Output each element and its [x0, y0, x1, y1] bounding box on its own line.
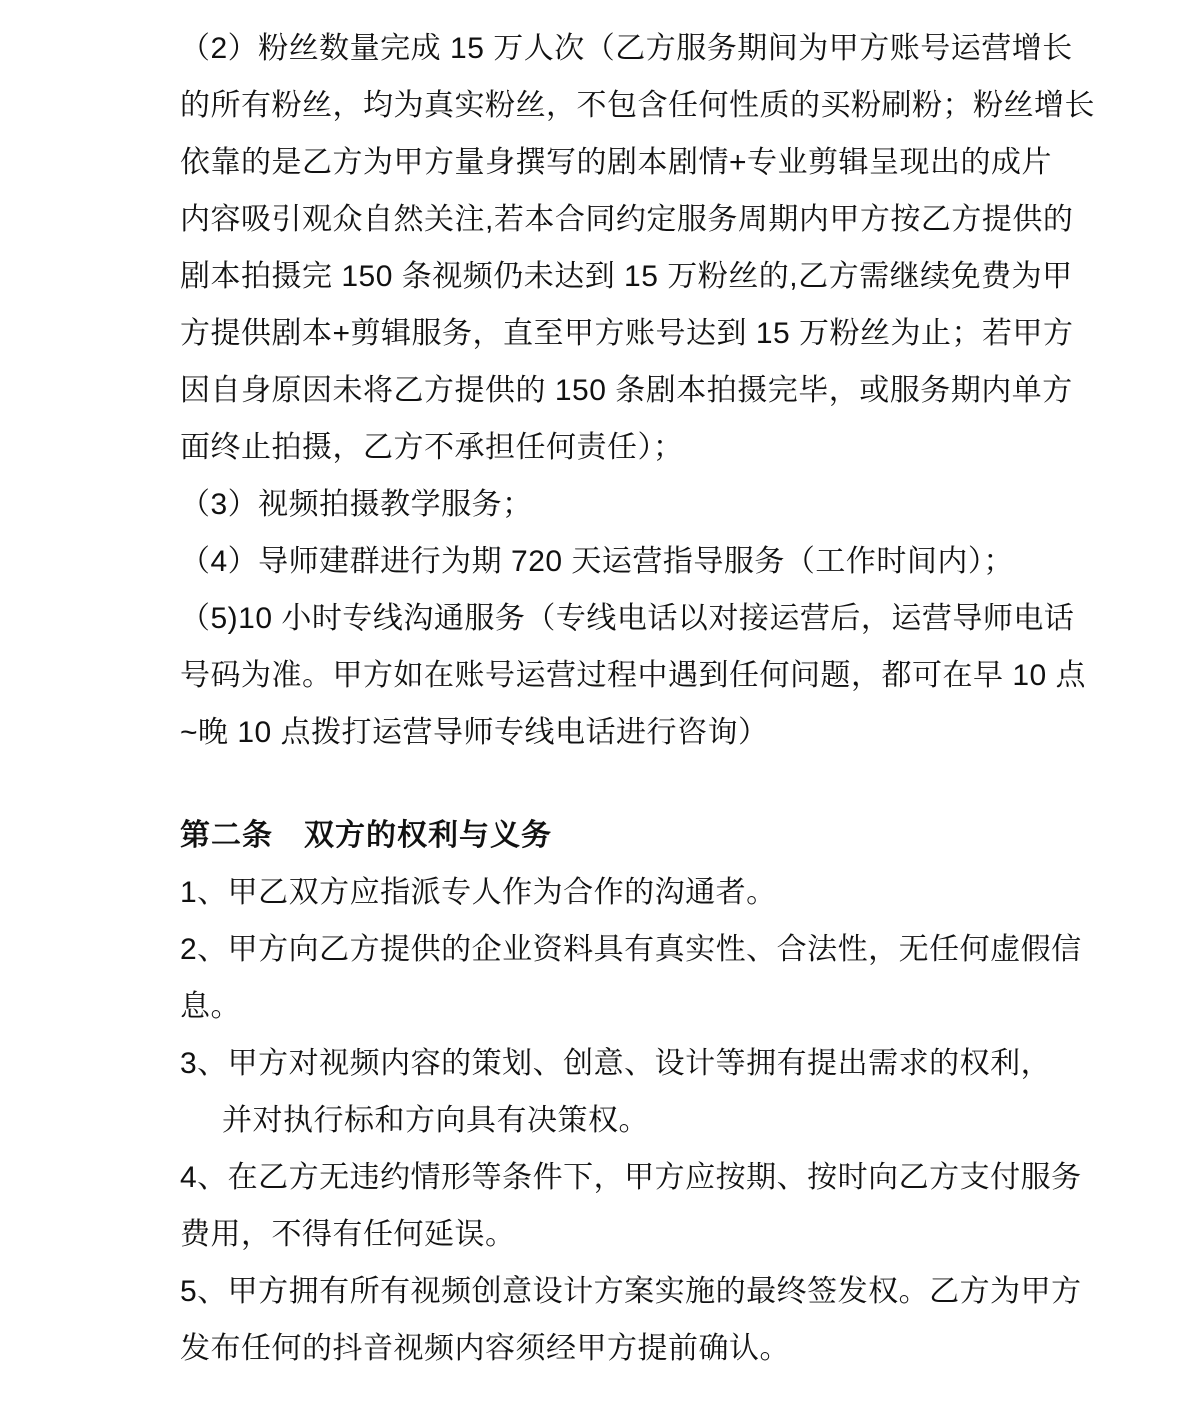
clause-5-line-2: 号码为准。甲方如在账号运营过程中遇到任何问题，都可在早 10 点	[180, 659, 1087, 692]
rights-item-4-line-1: 4、在乙方无违约情形等条件下，甲方应按期、按时向乙方支付服务	[180, 1161, 1082, 1194]
clause-2-line-5: 剧本拍摄完 150 条视频仍未达到 15 万粉丝的,乙方需继续免费为甲	[180, 260, 1073, 293]
rights-item-3-line-1: 3、甲方对视频内容的策划、创意、设计等拥有提出需求的权利，	[180, 1047, 1052, 1080]
clause-5-line-3: ~晚 10 点拨打运营导师专线电话进行咨询）	[180, 716, 769, 749]
rights-item-4-line-2: 费用，不得有任何延误。	[180, 1218, 516, 1251]
rights-item-1-line-1: 1、甲乙双方应指派专人作为合作的沟通者。	[180, 876, 777, 909]
section-heading-article-2: 第二条 双方的权利与义务	[180, 819, 552, 852]
rights-item-2-line-1: 2、甲方向乙方提供的企业资料具有真实性、合法性，无任何虚假信	[180, 933, 1082, 966]
clause-4-line: （4）导师建群进行为期 720 天运营指导服务（工作时间内）；	[180, 545, 1014, 578]
rights-obligations-list	[180, 864, 1082, 1377]
clause-2-line-6: 方提供剧本+剪辑服务，直至甲方账号达到 15 万粉丝为止；若甲方	[180, 317, 1074, 350]
clause-2-line-2: 的所有粉丝，均为真实粉丝，不包含任何性质的买粉刷粉；粉丝增长	[180, 89, 1095, 122]
clause-2-line-8: 面终止拍摄，乙方不承担任何责任）；	[180, 431, 684, 464]
clause-3-line: （3）视频拍摄教学服务；	[180, 488, 533, 521]
clause-2-line-7: 因自身原因未将乙方提供的 150 条剧本拍摄完毕，或服务期内单方	[180, 374, 1073, 407]
clause-2-paragraph	[180, 20, 1095, 476]
clause-5-line-1: （5)10 小时专线沟通服务（专线电话以对接运营后，运营导师电话	[180, 602, 1075, 635]
clause-2-line-3: 依靠的是乙方为甲方量身撰写的剧本剧情+专业剪辑呈现出的成片	[180, 146, 1053, 179]
rights-item-5-line-2: 发布任何的抖音视频内容须经甲方提前确认。	[180, 1332, 790, 1365]
clause-2-line-1: （2）粉丝数量完成 15 万人次（乙方服务期间为甲方账号运营增长	[180, 32, 1073, 65]
rights-item-2-line-2: 息。	[180, 990, 241, 1023]
clause-5-paragraph	[180, 590, 1087, 761]
clause-2-line-4: 内容吸引观众自然关注,若本合同约定服务周期内甲方按乙方提供的	[180, 203, 1074, 236]
rights-item-3-line-2: 并对执行标和方向具有决策权。	[222, 1104, 649, 1137]
rights-item-5-line-1: 5、甲方拥有所有视频创意设计方案实施的最终签发权。乙方为甲方	[180, 1275, 1082, 1308]
